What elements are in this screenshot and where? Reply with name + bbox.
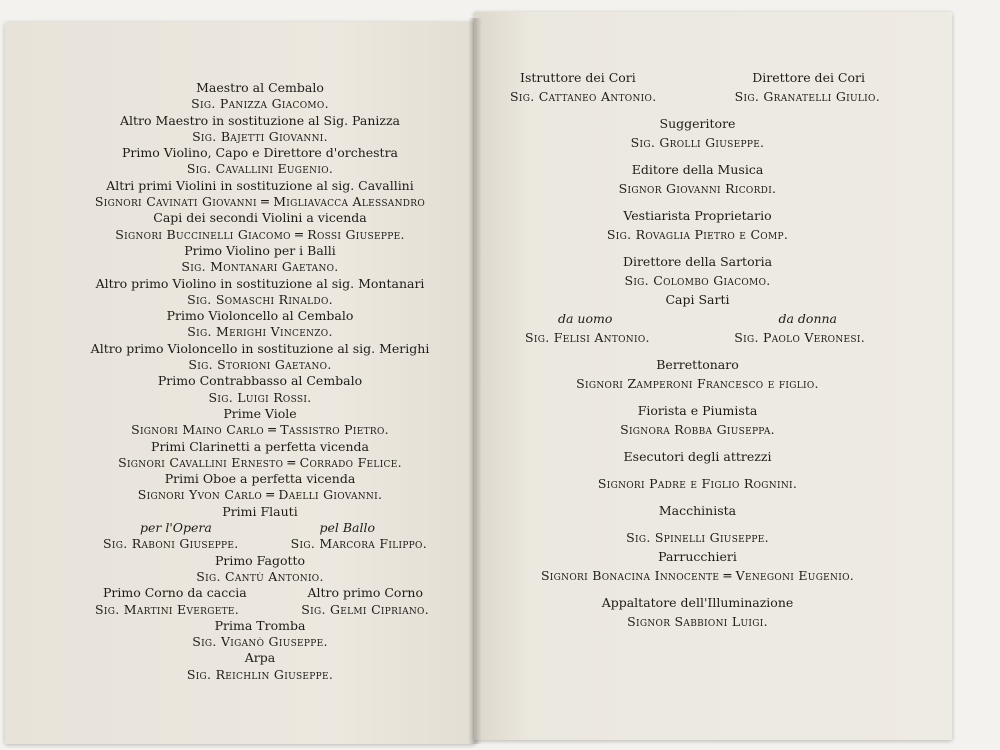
person-name: Sig. Somaschi Rinaldo. <box>187 291 333 307</box>
person-name: Sig. Gelmi Cipriano. <box>301 601 429 617</box>
role-label: Capi Sarti <box>665 292 730 307</box>
person-name: Sig. Cavallini Eugenio. <box>186 161 334 177</box>
role-label: Primi Flauti <box>222 503 298 519</box>
sarti-names <box>500 328 895 347</box>
person-name: Signori Zamperoni Francesco e figlio. <box>576 376 819 391</box>
role-label: Istruttore dei Cori <box>520 70 636 85</box>
flauti-labels <box>85 520 435 536</box>
person-name: Sig. Storioni Gaetano. <box>188 357 332 373</box>
role-label: Primo Corno da caccia <box>103 585 247 601</box>
role-label: Appaltatore dell'Illuminazione <box>601 595 794 610</box>
person-name: Signori Bonacina Innocente ═ Venegoni Eugenio. <box>540 568 855 583</box>
role-label: Fiorista e Piumista <box>637 403 758 418</box>
person-name: Sig. Spinelli Giuseppe. <box>626 530 769 545</box>
person-name: Sig. Montanari Gaetano. <box>181 259 339 275</box>
role-label: Primi Oboe a perfetta vicenda <box>164 471 356 487</box>
flauti-names <box>85 536 435 552</box>
cori-roles <box>500 68 895 87</box>
role-label: Primo Violino, Capo e Direttore d'orchestra <box>121 145 399 161</box>
person-name: Signori Cavinati Giovanni ═ Migliavacca Alessandro <box>94 194 426 210</box>
left-page-text <box>85 80 435 683</box>
role-label: Prime Viole <box>223 405 297 421</box>
role-label: Primo Contrabbasso al Cembalo <box>157 373 363 389</box>
role-label: Direttore della Sartoria <box>622 254 773 269</box>
role-label: Esecutori degli attrezzi <box>623 449 772 464</box>
role-label: Primo Fagotto <box>214 552 306 568</box>
book-gutter <box>468 18 482 744</box>
role-label: Altro primo Violino in sostituzione al sig. Montanari <box>95 275 425 291</box>
role-label: Vestiarista Proprietario <box>623 208 772 223</box>
person-name: Signori Cavallini Ernesto ═ Corrado Felice. <box>118 454 402 470</box>
person-name: Signor Giovanni Ricordi. <box>618 181 777 196</box>
role-label: Altro Maestro in sostituzione al Sig. Panizza <box>120 112 400 128</box>
sarti-uomo-label: da uomo <box>558 311 613 326</box>
person-name: Sig. Grolli Giuseppe. <box>630 135 765 150</box>
person-name: Sig. Cattaneo Antonio. <box>510 89 657 104</box>
role-label: Primi Clarinetti a perfetta vicenda <box>151 438 369 454</box>
role-label: Parrucchieri <box>658 549 737 564</box>
corno-labels <box>85 585 435 601</box>
right-page-text <box>500 68 895 631</box>
cori-names <box>500 87 895 106</box>
person-name: Sig. Martini Evergete. <box>95 601 240 617</box>
person-name: Signori Buccinelli Giacomo ═ Rossi Giuseppe. <box>115 226 405 242</box>
person-name: Signori Yvon Carlo ═ Daelli Giovanni. <box>137 487 383 503</box>
person-name: Sig. Luigi Rossi. <box>208 389 312 405</box>
role-label: Maestro al Cembalo <box>196 80 324 95</box>
person-name: Signora Robba Giuseppa. <box>620 422 775 437</box>
role-label: Arpa <box>244 650 276 666</box>
person-name: Signori Maino Carlo ═ Tassistro Pietro. <box>131 422 389 438</box>
role-label: Altri primi Violini in sostituzione al sig. Cavallini <box>106 177 414 193</box>
role-label: Macchinista <box>658 503 737 518</box>
role-label: Primo Violoncello al Cembalo <box>166 308 354 324</box>
person-name: Sig. Raboni Giuseppe. <box>103 536 239 552</box>
person-name: Sig. Viganò Giuseppe. <box>192 634 328 650</box>
role-label: Capi dei secondi Violini a vicenda <box>153 210 367 226</box>
sarti-donna-label: da donna <box>778 311 837 326</box>
flauti-ballo-label: pel Ballo <box>319 520 375 536</box>
person-name: Signori Padre e Figlio Rognini. <box>597 476 798 491</box>
person-name: Sig. Paolo Veronesi. <box>734 330 865 345</box>
role-label: Editore della Musica <box>631 162 764 177</box>
person-name: Sig. Merighi Vincenzo. <box>187 324 333 340</box>
corno-names <box>85 602 435 618</box>
sarti-labels <box>500 309 895 328</box>
role-label: Berrettonaro <box>656 357 739 372</box>
person-name: Sig. Felisi Antonio. <box>525 330 650 345</box>
role-label: Suggeritore <box>659 116 736 131</box>
role-label: Altro primo Corno <box>307 585 423 601</box>
person-name: Sig. Marcora Filippo. <box>290 536 427 552</box>
flauti-opera-label: per l'Opera <box>140 520 212 536</box>
person-name: Sig. Cantù Antonio. <box>196 568 324 584</box>
role-label: Primo Violino per i Balli <box>184 242 336 258</box>
person-name: Sig. Panizza Giacomo. <box>191 96 329 112</box>
person-name: Sig. Colombo Giacomo. <box>624 273 771 288</box>
person-name: Sig. Granatelli Giulio. <box>734 89 880 104</box>
role-label: Direttore dei Cori <box>752 70 865 85</box>
person-name: Sig. Bajetti Giovanni. <box>192 128 328 144</box>
person-name: Sig. Rovaglia Pietro e Comp. <box>606 227 789 242</box>
person-name: Signor Sabbioni Luigi. <box>627 614 768 629</box>
role-label: Prima Tromba <box>214 617 306 633</box>
role-label: Altro primo Violoncello in sostituzione al sig. Merighi <box>90 340 430 356</box>
person-name: Sig. Reichlin Giuseppe. <box>186 666 334 682</box>
